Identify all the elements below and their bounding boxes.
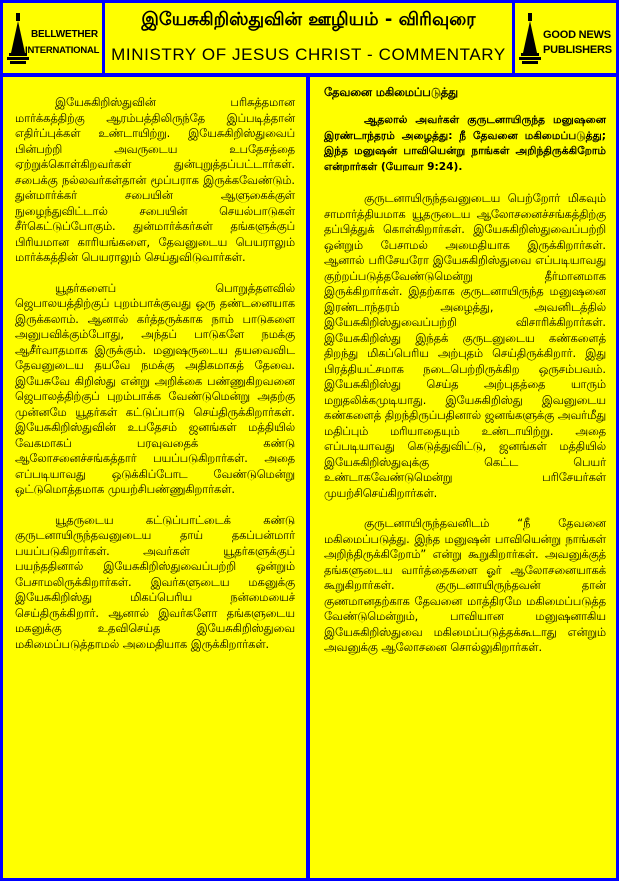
paragraph: யூதருடைய கட்டுப்பாட்டைக் கண்டு குருடனாயிருந்தவனுடைய தாய் தகப்பன்மார் பயப்படுகிறார்கள். அவர்கள் யூதர்களுக்குப் பயந்ததினால் இயேசுகிறிஸ்துவைப்பற்றி ஒன்றும் பேசாமலிருக்கிறார்கள். இவர்களுடைய மகனுக்கு இயேசுகிறிஸ்து மிகப்பெரிய நன்மையைச் செய்திருக்கிறார். ஆனால் இவர்களோ தங்களுடைய மகனுக்கு உதவிசெய்த இயேசுகிறிஸ்துவை மகிமைப்படுத்தாமல் அமைதியாக இருக்கிறார்கள்.: [15, 513, 295, 651]
good-news-logo: [519, 13, 611, 65]
right-column: [310, 77, 616, 878]
candle-icon: [7, 13, 29, 65]
bellwether-logo-panel: [3, 3, 102, 73]
title-panel: [105, 3, 512, 73]
bellwether-logo-line2: INTERNATIONAL: [25, 45, 100, 56]
paragraph: இயேசுகிறிஸ்துவின் பரிசுத்தமான மார்க்கத்திற்கு ஆரம்பத்திலிருந்தே இப்படித்தான் எதிர்ப்புக்கள் உண்டாயிற்று. இயேசுகிறிஸ்துவைப் பின்பற்றி அவருடைய உபதேசத்தை ஏற்றுக்கொள்கிறவர்கள் துன்புறுத்தப்பட்டார்கள். சபைக்கு நல்லவர்கள்தான் மூப்பராக இருக்கவேண்டும். துன்மார்க்கர் சபையின் ஆளுகைக்குள் நுழைந்துவிட்டால் சபையின் செயல்பாடுகள் சீர்கெட்டுப்போகும். துன்மார்க்கர்கள் தங்களுக்குப் பிரியமான காரியங்களை, தேவனுடைய பெயராலும் மார்க்கத்தின் பெயராலும் செய்துவிடுவார்கள்.: [15, 96, 295, 264]
good-news-logo-panel: [515, 3, 616, 73]
left-column-text: [15, 95, 295, 652]
paragraph: குருடனாயிருந்தவனிடம் “நீ தேவனை மகிமைப்படுத்து. இந்த மனுஷன் பாவியென்று நாங்கள் அறிந்திருக்கிறோம்” என்று கூறுகிறார்கள். அவனுக்குத் தங்களுடைய வார்த்தைகளை ஓர் ஆலோசனையாகக் கூறுகிறார்கள். குருடனாயிருந்தவன் தான் குணமானதற்காக தேவனை மாத்திரமே மகிமைப்படுத்த வேண்டுமென்றும், பாவியான மனுஷனாகிய இயேசுகிறிஸ்துவை மகிமைப்படுத்தக்கூடாது என்றும் அவனுக்கு ஆலோசனை சொல்லுகிறார்கள்.: [324, 517, 606, 654]
good-news-logo-line2: PUBLISHERS: [543, 44, 612, 56]
paragraph: யூதர்களைப் பொறுத்தளவில் ஜெபாலயத்திற்குப் புறம்பாக்குவது ஒரு தண்டனையாக இருக்கலாம். ஆனால் கர்த்தருக்காக நாம் பாடுகளை அனுபவிக்கும்போது, அந்தப் பாடுகளே நமக்கு ஆசீர்வாதமாக இருக்கும். மனுஷருடைய தயவைவிட தேவனுடைய தயவே நமக்கு அதிகமாகத் தேவை. இயேசுவே கிறிஸ்து என்று அறிக்கை பண்ணுகிறவனை ஜெபாலத்திற்குப் புறம்பாக்க வேண்டுமென்று அதற்கு முன்னமே யூதர்கள் கட்டுப்பாடு செய்திருக்கிறார்கள். இயேசுகிறிஸ்துவின் உபதேசம் ஜனங்கள் மத்தியில் வேகமாகப் பரவுவதைக் கண்டு ஆலோசனைச்சங்கத்தார் பயப்படுகிறார்கள். அதை எப்படியாவது ஒடுக்கிப்போட வேண்டுமென்று ஒட்டுமொத்தமாக முயற்சிபண்ணுகிறார்கள்.: [15, 281, 295, 496]
right-column-text: [324, 191, 606, 656]
bellwether-logo-line1: BELLWETHER: [31, 29, 98, 40]
paragraph: குருடனாயிருந்தவனுடைய பெற்றோர் மிகவும் சாமார்த்தியமாக யூதருடைய ஆலோசனைச்சங்கத்திற்கு தப்பித்துக் கொள்கிறார்கள். இயேசுகிறிஸ்துவைப்பற்றி ஒன்றும் பேசாமல் அமைதியாக இருக்கிறார்கள். ஆனால் பரிசேயரோ இயேசுகிறிஸ்துவை எப்படியாவது குற்றப்படுத்தவேண்டுமென்று தீர்மானமாக இருக்கிறார்கள். இதற்காக குருடனாயிருந்த மனுஷனை இரண்டாந்தரம் அழைத்து, அவனிடத்தில் இயேசுகிறிஸ்துவைப்பற்றி விசாரிக்கிறார்கள். இயேசுகிறிஸ்து இந்தக் குருடனுடைய கண்களைத் திறந்து மிகப்பெரிய அற்புதம் செய்திருக்கிறார். இது பிரத்தியட்சமாக நடைபெற்றிருக்கிற ஒருசம்பவம். இயேசுகிறிஸ்து செய்த அற்புதத்தை யாரும் மறுதலிக்கமுடியாது. இயேசுகிறிஸ்து இவனுடைய கண்களைத் திறந்திருப்பதினால் ஜனங்களுக்கு அவர்மீது மதிப்பும் மரியாதையும் உண்டாயிற்று. அதை எப்படியாவது கெடுத்துவிட்டு, ஜனங்கள் மத்தியில் இயேசுகிறிஸ்துவுக்கு கெட்ட பெயர் உண்டாகவேண்டுமென்று பரிசேயர்கள் முயற்சிசெய்கிறார்கள்.: [324, 192, 606, 500]
page-title-tamil: இயேசுகிறிஸ்துவின் ஊழியம் - விரிவுரை: [141, 9, 476, 30]
scripture-quote: ஆதலால் அவர்கள் குருடனாயிருந்த மனுஷனை இரண்டாந்தரம் அழைத்து: நீ தேவனை மகிமைப்படுத்து; இந்த மனுஷன் பாவியென்று நாங்கள் அறிந்திருக்கிறோம் என்றார்கள் (யோவா 9:24).: [324, 114, 606, 173]
good-news-logo-line1: GOOD NEWS: [543, 29, 611, 41]
page-title-english: MINISTRY OF JESUS CHRIST - COMMENTARY: [111, 45, 506, 64]
candle-icon: [519, 13, 541, 65]
section-heading: தேவனை மகிமைப்படுத்து: [324, 86, 458, 99]
bellwether-logo: [7, 13, 99, 65]
left-column: [3, 77, 306, 878]
